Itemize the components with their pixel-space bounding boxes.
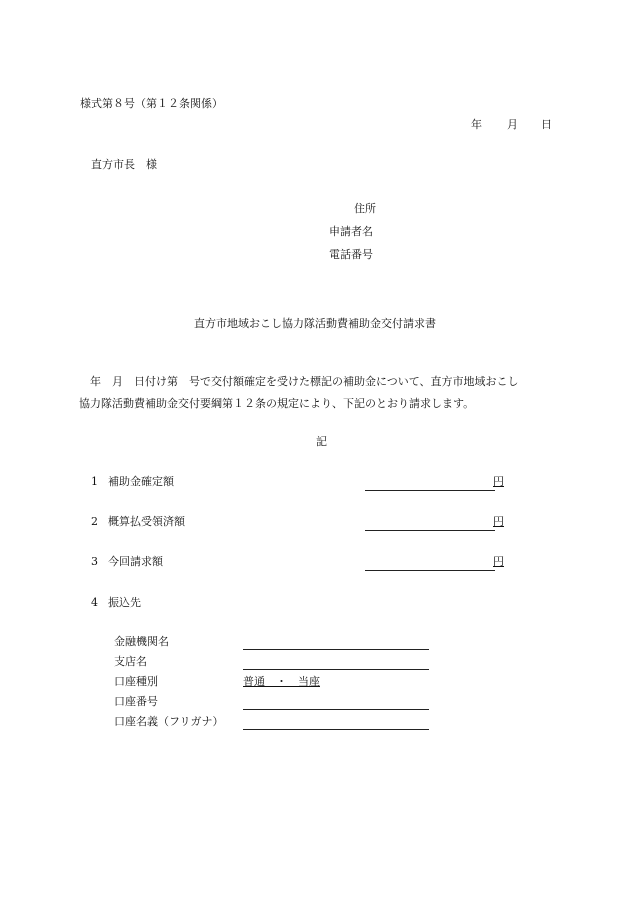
body-line-1: 年 月 日付け第 号で交付額確定を受けた標記の補助金について、直方市地域おこし	[90, 375, 519, 388]
body-line-2: 協力隊活動費補助金交付要綱第１２条の規定により、下記のとおり請求します。	[79, 397, 475, 410]
account-number-field[interactable]	[243, 695, 429, 710]
item-number: 2	[91, 515, 98, 528]
date-year: 年	[471, 118, 482, 131]
phone-label: 電話番号	[329, 248, 373, 261]
item-label: 補助金確定額	[108, 475, 174, 488]
form-id: 様式第８号（第１２条関係）	[80, 97, 223, 110]
bank-label: 金融機関名	[114, 635, 169, 648]
addressee: 直方市長 様	[91, 158, 157, 171]
branch-label: 支店名	[114, 655, 147, 668]
address-label: 住所	[354, 202, 376, 215]
amount-blank[interactable]	[365, 476, 495, 491]
item-label: 今回請求額	[108, 555, 163, 568]
yen-unit: 円	[493, 475, 504, 488]
account-type-label: 口座種別	[114, 675, 158, 688]
branch-field[interactable]	[243, 655, 429, 670]
item-number: 4	[91, 596, 98, 609]
date-day: 日	[541, 118, 552, 131]
yen-unit: 円	[493, 555, 504, 568]
yen-unit: 円	[493, 515, 504, 528]
bank-field[interactable]	[243, 635, 429, 650]
account-type-options[interactable]: 普通 ・ 当座	[243, 675, 320, 688]
account-holder-field[interactable]	[243, 715, 429, 730]
date-month: 月	[507, 118, 518, 131]
ki-heading: 記	[316, 435, 327, 448]
document-title: 直方市地域おこし協力隊活動費補助金交付請求書	[194, 317, 436, 330]
amount-blank[interactable]	[365, 516, 495, 531]
item-label: 概算払受領済額	[108, 515, 185, 528]
item-number: 3	[91, 555, 98, 568]
transfer-label: 振込先	[108, 596, 141, 609]
amount-blank[interactable]	[365, 556, 495, 571]
item-number: 1	[91, 475, 98, 488]
account-holder-label: 口座名義（フリガナ）	[114, 715, 224, 728]
account-number-label: 口座番号	[114, 695, 158, 708]
applicant-name-label: 申請者名	[329, 225, 373, 238]
